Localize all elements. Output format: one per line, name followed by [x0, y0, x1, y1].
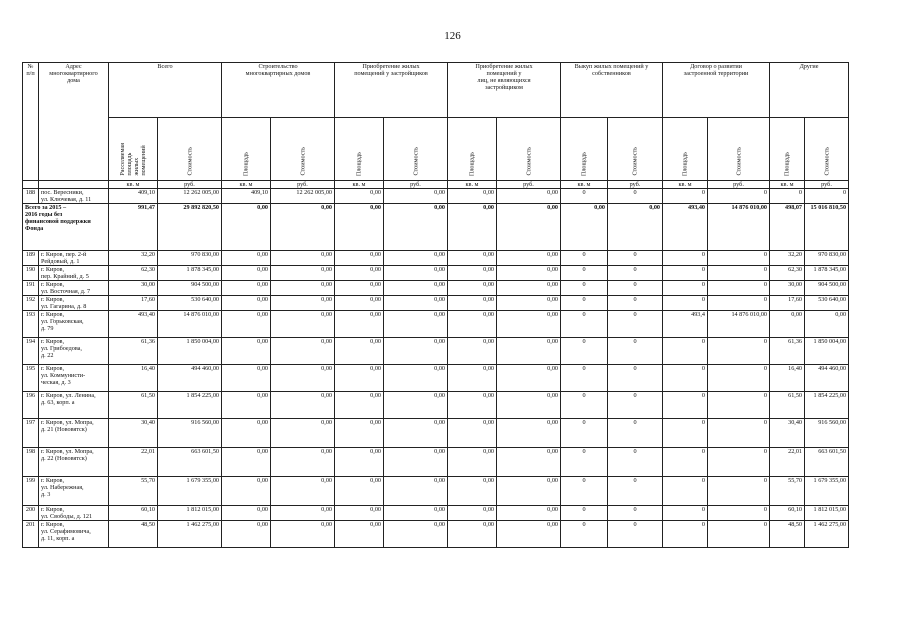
- total-value: 0,00: [384, 204, 448, 251]
- row-value: 0: [708, 419, 770, 448]
- row-value: 0,00: [335, 365, 384, 392]
- row-value: 0: [708, 506, 770, 521]
- total-value: 29 892 820,50: [158, 204, 222, 251]
- row-value: 0: [561, 281, 608, 296]
- row-value: 0,00: [335, 521, 384, 548]
- unit-area: кв. м: [663, 181, 708, 189]
- sub-header-cost: Стоимость: [271, 118, 335, 181]
- row-value: 0,00: [448, 506, 497, 521]
- row-value: 0,00: [271, 251, 335, 266]
- units-row: [23, 181, 849, 189]
- row-value: 0: [561, 521, 608, 548]
- row-address: г. Киров, пер. Крайний, д. 5: [39, 266, 109, 281]
- group-header-non-developers: Приобретение жилых помещений у лиц, не являющихся застройщиком: [448, 63, 561, 118]
- col-header-num: № п/п: [23, 63, 39, 181]
- row-value: 0: [561, 477, 608, 506]
- row-value: 0,00: [770, 311, 805, 338]
- row-value: 1 878 345,00: [158, 266, 222, 281]
- row-value: 0,00: [335, 296, 384, 311]
- row-value: 61,36: [109, 338, 158, 365]
- row-value: 493,4: [663, 311, 708, 338]
- row-value: 0,00: [448, 266, 497, 281]
- row-value: 17,60: [109, 296, 158, 311]
- row-number: 201: [23, 521, 39, 548]
- row-value: 12 262 005,00: [271, 189, 335, 204]
- unit-area: кв. м: [335, 181, 384, 189]
- row-number: 198: [23, 448, 39, 477]
- row-value: 0,00: [335, 251, 384, 266]
- total-value: 0,00: [561, 204, 608, 251]
- row-value: 0,00: [384, 477, 448, 506]
- row-value: 0: [663, 392, 708, 419]
- row-number: 192: [23, 296, 39, 311]
- row-value: 0: [608, 189, 663, 204]
- row-value: 48,50: [770, 521, 805, 548]
- table-row: [23, 311, 849, 338]
- row-value: 1 679 355,00: [158, 477, 222, 506]
- row-value: 55,70: [770, 477, 805, 506]
- table-row: [23, 338, 849, 365]
- row-value: 0,00: [497, 266, 561, 281]
- row-value: 0,00: [271, 365, 335, 392]
- row-value: 0,00: [448, 296, 497, 311]
- row-value: 1 462 275,00: [805, 521, 849, 548]
- row-value: 1 854 225,00: [805, 392, 849, 419]
- row-value: 61,50: [770, 392, 805, 419]
- unit-area: кв. м: [561, 181, 608, 189]
- sub-header-cost: Стоимость: [805, 118, 849, 181]
- row-value: 14 876 010,00: [708, 311, 770, 338]
- row-value: 48,50: [109, 521, 158, 548]
- row-address: пос. Вересники, ул. Ключевая, д. 11: [39, 189, 109, 204]
- row-value: 30,40: [109, 419, 158, 448]
- row-value: 494 460,00: [158, 365, 222, 392]
- row-value: 0,00: [222, 506, 271, 521]
- total-value: 0,00: [608, 204, 663, 251]
- row-address: г. Киров, ул. Гагарина, д. 8: [39, 296, 109, 311]
- row-value: 663 601,50: [158, 448, 222, 477]
- row-value: 0,00: [448, 365, 497, 392]
- row-value: 0: [608, 296, 663, 311]
- col-header-address: Адрес многоквартирного дома: [39, 63, 109, 181]
- row-value: 0,00: [335, 281, 384, 296]
- row-value: 0,00: [497, 281, 561, 296]
- row-value: 0,00: [271, 281, 335, 296]
- row-value: 0,00: [271, 448, 335, 477]
- row-value: 22,01: [770, 448, 805, 477]
- row-value: 0: [608, 448, 663, 477]
- row-value: 62,30: [770, 266, 805, 281]
- row-value: 0,00: [335, 392, 384, 419]
- row-number: 188: [23, 189, 39, 204]
- table-row: [23, 266, 849, 281]
- table-row: [23, 477, 849, 506]
- table-row: [23, 392, 849, 419]
- row-address: г. Киров, ул. Свободы, д. 121: [39, 506, 109, 521]
- row-value: 0: [561, 506, 608, 521]
- row-value: 0: [708, 448, 770, 477]
- total-value: 0,00: [497, 204, 561, 251]
- row-value: 0: [708, 296, 770, 311]
- row-value: 0: [608, 311, 663, 338]
- row-value: 0: [708, 281, 770, 296]
- row-value: 60,10: [770, 506, 805, 521]
- row-value: 0,00: [497, 506, 561, 521]
- row-value: 61,36: [770, 338, 805, 365]
- row-value: 0,00: [384, 281, 448, 296]
- row-value: 0,00: [271, 338, 335, 365]
- row-value: 0: [663, 521, 708, 548]
- row-value: 0,00: [335, 419, 384, 448]
- unit-rub: руб.: [158, 181, 222, 189]
- group-header-development-agreement: Договор о развитии застроенной территории: [663, 63, 770, 118]
- row-address: г. Киров, пер. 2-й Рейдовый, д. 1: [39, 251, 109, 266]
- row-value: 0: [708, 521, 770, 548]
- row-address: г. Киров, ул. Мопра, д. 21 (Нововятск): [39, 419, 109, 448]
- row-value: 0: [805, 189, 849, 204]
- table-row: [23, 189, 849, 204]
- sub-header-cost: Стоимость: [608, 118, 663, 181]
- table-row: [23, 419, 849, 448]
- row-address: г. Киров, ул. Ленина, д. 63, корп. а: [39, 392, 109, 419]
- table-row: [23, 448, 849, 477]
- row-value: 0,00: [497, 521, 561, 548]
- unit-rub: руб.: [708, 181, 770, 189]
- row-value: 16,40: [770, 365, 805, 392]
- row-value: 0,00: [448, 338, 497, 365]
- row-value: 0,00: [271, 521, 335, 548]
- row-number: 197: [23, 419, 39, 448]
- row-value: 0,00: [271, 419, 335, 448]
- row-value: 30,40: [770, 419, 805, 448]
- row-number: 199: [23, 477, 39, 506]
- row-value: 0: [663, 477, 708, 506]
- row-value: 16,40: [109, 365, 158, 392]
- row-value: 0,00: [497, 419, 561, 448]
- row-address: г. Киров, ул. Грибоедова, д. 22: [39, 338, 109, 365]
- row-value: 0,00: [222, 266, 271, 281]
- table-row: [23, 251, 849, 266]
- sub-header-area: Площадь: [335, 118, 384, 181]
- row-value: 0,00: [448, 477, 497, 506]
- table-row: [23, 296, 849, 311]
- sub-header-cost: Стоимость: [384, 118, 448, 181]
- sub-header-cost: Стоимость: [708, 118, 770, 181]
- row-value: 0,00: [335, 189, 384, 204]
- row-value: 0,00: [384, 392, 448, 419]
- row-value: 0,00: [384, 311, 448, 338]
- row-number: 193: [23, 311, 39, 338]
- row-value: 60,10: [109, 506, 158, 521]
- row-value: 0: [561, 448, 608, 477]
- row-value: 916 560,00: [805, 419, 849, 448]
- unit-rub: руб.: [805, 181, 849, 189]
- row-value: 1 462 275,00: [158, 521, 222, 548]
- row-value: 0,00: [384, 189, 448, 204]
- row-value: 916 560,00: [158, 419, 222, 448]
- row-value: 0,00: [497, 365, 561, 392]
- row-value: 0,00: [222, 448, 271, 477]
- table-row: [23, 521, 849, 548]
- total-value: 0,00: [271, 204, 335, 251]
- total-value: 498,07: [770, 204, 805, 251]
- total-value: 0,00: [335, 204, 384, 251]
- row-value: 0,00: [335, 311, 384, 338]
- row-value: 32,20: [109, 251, 158, 266]
- group-header-buyout: Выкуп жилых помещений у собственников: [561, 63, 663, 118]
- row-value: 0,00: [497, 311, 561, 338]
- row-value: 0,00: [335, 506, 384, 521]
- row-value: 1 679 355,00: [805, 477, 849, 506]
- row-number: 194: [23, 338, 39, 365]
- row-value: 0: [608, 477, 663, 506]
- row-value: 0,00: [335, 338, 384, 365]
- row-value: 0: [663, 506, 708, 521]
- row-value: 0,00: [384, 266, 448, 281]
- row-value: 0,00: [448, 392, 497, 419]
- row-value: 0: [708, 365, 770, 392]
- row-value: 0: [561, 311, 608, 338]
- row-value: 0,00: [448, 281, 497, 296]
- row-value: 55,70: [109, 477, 158, 506]
- row-value: 0: [708, 266, 770, 281]
- row-value: 0: [561, 189, 608, 204]
- row-value: 0,00: [222, 365, 271, 392]
- total-label: Всего за 2015 – 2016 годы без финансовой поддержки Фонда: [23, 204, 109, 251]
- row-value: 0: [708, 392, 770, 419]
- row-value: 0: [608, 251, 663, 266]
- row-value: 1 878 345,00: [805, 266, 849, 281]
- row-value: 0,00: [222, 296, 271, 311]
- row-value: 1 854 225,00: [158, 392, 222, 419]
- unit-area: кв. м: [222, 181, 271, 189]
- total-value: 493,40: [663, 204, 708, 251]
- row-value: 0,00: [271, 477, 335, 506]
- header-row-groups: [23, 63, 849, 118]
- row-number: 190: [23, 266, 39, 281]
- row-value: 0: [608, 506, 663, 521]
- row-value: 530 640,00: [805, 296, 849, 311]
- table-row: [23, 281, 849, 296]
- total-value: 14 876 010,00: [708, 204, 770, 251]
- row-value: 0: [561, 392, 608, 419]
- row-value: 970 830,00: [158, 251, 222, 266]
- row-value: 0: [663, 338, 708, 365]
- row-value: 0,00: [222, 392, 271, 419]
- sub-header-area: Площадь: [770, 118, 805, 181]
- total-value: 0,00: [448, 204, 497, 251]
- row-value: 0,00: [222, 251, 271, 266]
- row-number: 196: [23, 392, 39, 419]
- row-value: 0,00: [222, 477, 271, 506]
- row-value: 0: [608, 419, 663, 448]
- row-value: 494 460,00: [805, 365, 849, 392]
- row-value: 0,00: [271, 311, 335, 338]
- sub-header-cost: Стоимость: [158, 118, 222, 181]
- unit-area: кв. м: [109, 181, 158, 189]
- row-value: 0: [561, 365, 608, 392]
- row-value: 530 640,00: [158, 296, 222, 311]
- housing-table: [22, 62, 849, 548]
- row-value: 0: [663, 251, 708, 266]
- row-value: 1 850 004,00: [805, 338, 849, 365]
- group-header-developers: Приобретение жилых помещений у застройщиков: [335, 63, 448, 118]
- row-value: 0: [561, 296, 608, 311]
- row-value: 0,00: [384, 251, 448, 266]
- total-value: 991,47: [109, 204, 158, 251]
- row-number: 200: [23, 506, 39, 521]
- row-value: 0,00: [384, 338, 448, 365]
- row-address: г. Киров, ул. Восточная, д. 7: [39, 281, 109, 296]
- row-value: 0: [608, 281, 663, 296]
- row-value: 0: [663, 419, 708, 448]
- row-value: 22,01: [109, 448, 158, 477]
- row-value: 0,00: [335, 477, 384, 506]
- total-value: 15 016 810,50: [805, 204, 849, 251]
- row-value: 0: [663, 266, 708, 281]
- page-number: 126: [444, 30, 461, 42]
- row-value: 0: [663, 281, 708, 296]
- row-value: 409,10: [109, 189, 158, 204]
- row-value: 0: [663, 448, 708, 477]
- row-value: 0,00: [271, 392, 335, 419]
- row-value: 0,00: [222, 311, 271, 338]
- sub-header-area: Площадь: [448, 118, 497, 181]
- row-value: 493,40: [109, 311, 158, 338]
- group-header-other: Другие: [770, 63, 849, 118]
- sub-header-area: Площадь: [222, 118, 271, 181]
- sub-header-area: Площадь: [561, 118, 608, 181]
- unit-rub: руб.: [608, 181, 663, 189]
- row-value: 12 262 005,00: [158, 189, 222, 204]
- row-value: 0,00: [448, 448, 497, 477]
- unit-area: кв. м: [448, 181, 497, 189]
- row-value: 0,00: [384, 419, 448, 448]
- row-value: 0,00: [384, 506, 448, 521]
- row-value: 0,00: [335, 448, 384, 477]
- row-value: 0,00: [448, 189, 497, 204]
- row-value: 0: [561, 266, 608, 281]
- row-address: г. Киров, ул. Набережная, д. 3: [39, 477, 109, 506]
- row-value: 0,00: [222, 338, 271, 365]
- row-value: 1 812 015,00: [805, 506, 849, 521]
- row-value: 0: [663, 365, 708, 392]
- unit-rub: руб.: [384, 181, 448, 189]
- row-value: 0,00: [222, 419, 271, 448]
- row-value: 17,60: [770, 296, 805, 311]
- row-value: 0: [561, 338, 608, 365]
- row-value: 0,00: [271, 266, 335, 281]
- total-value: 0,00: [222, 204, 271, 251]
- row-value: 904 500,00: [805, 281, 849, 296]
- row-value: 0: [561, 419, 608, 448]
- row-value: 0: [608, 365, 663, 392]
- row-value: 0: [708, 189, 770, 204]
- row-value: 0: [608, 521, 663, 548]
- row-number: 195: [23, 365, 39, 392]
- row-address: г. Киров, ул. Коммунисти- ческая, д. 3: [39, 365, 109, 392]
- row-value: 0: [708, 251, 770, 266]
- row-value: 0,00: [222, 521, 271, 548]
- row-value: 0,00: [448, 251, 497, 266]
- row-value: 0: [663, 189, 708, 204]
- total-row: [23, 204, 849, 251]
- row-value: 904 500,00: [158, 281, 222, 296]
- row-value: 14 876 010,00: [158, 311, 222, 338]
- row-address: г. Киров, ул. Горьковская, д. 79: [39, 311, 109, 338]
- row-value: 409,10: [222, 189, 271, 204]
- group-header-total: Всего: [109, 63, 222, 118]
- row-value: 0,00: [497, 189, 561, 204]
- table-row: [23, 365, 849, 392]
- row-number: 189: [23, 251, 39, 266]
- row-value: 0,00: [271, 296, 335, 311]
- row-value: 0: [663, 296, 708, 311]
- row-value: 30,00: [109, 281, 158, 296]
- row-address: г. Киров, ул. Серафимовича, д. 11, корп. а: [39, 521, 109, 548]
- row-value: 61,50: [109, 392, 158, 419]
- row-value: 0,00: [448, 419, 497, 448]
- unit-rub: руб.: [271, 181, 335, 189]
- row-value: 0,00: [497, 251, 561, 266]
- group-header-construction: Строительство многоквартирных домов: [222, 63, 335, 118]
- row-value: 0,00: [384, 448, 448, 477]
- row-value: 0,00: [384, 365, 448, 392]
- sub-header-area: Площадь: [663, 118, 708, 181]
- row-value: 0,00: [805, 311, 849, 338]
- row-value: 663 601,50: [805, 448, 849, 477]
- row-number: 191: [23, 281, 39, 296]
- table-row: [23, 506, 849, 521]
- row-value: 0,00: [497, 477, 561, 506]
- row-value: 0: [708, 477, 770, 506]
- row-value: 0,00: [497, 296, 561, 311]
- row-value: 0: [770, 189, 805, 204]
- row-value: 32,20: [770, 251, 805, 266]
- row-value: 970 830,00: [805, 251, 849, 266]
- row-value: 62,30: [109, 266, 158, 281]
- row-value: 30,00: [770, 281, 805, 296]
- row-value: 0,00: [271, 506, 335, 521]
- sub-header-total-area: Расселяемая площадь жилых помещений: [109, 118, 158, 181]
- row-value: 1 812 015,00: [158, 506, 222, 521]
- unit-area: кв. м: [770, 181, 805, 189]
- row-value: 0,00: [448, 521, 497, 548]
- row-address: г. Киров, ул. Мопра, д. 22 (Нововятск): [39, 448, 109, 477]
- row-value: 0,00: [497, 338, 561, 365]
- row-value: 0: [608, 338, 663, 365]
- row-value: 0,00: [497, 448, 561, 477]
- row-value: 0,00: [497, 392, 561, 419]
- sub-header-cost: Стоимость: [497, 118, 561, 181]
- row-value: 0,00: [335, 266, 384, 281]
- row-value: 0,00: [222, 281, 271, 296]
- row-value: 0,00: [384, 296, 448, 311]
- row-value: 0: [608, 392, 663, 419]
- unit-rub: руб.: [497, 181, 561, 189]
- row-value: 0,00: [384, 521, 448, 548]
- row-value: 0: [708, 338, 770, 365]
- row-value: 1 850 004,00: [158, 338, 222, 365]
- header-row-sub: [23, 118, 849, 181]
- row-value: 0,00: [448, 311, 497, 338]
- row-value: 0: [608, 266, 663, 281]
- row-value: 0: [561, 251, 608, 266]
